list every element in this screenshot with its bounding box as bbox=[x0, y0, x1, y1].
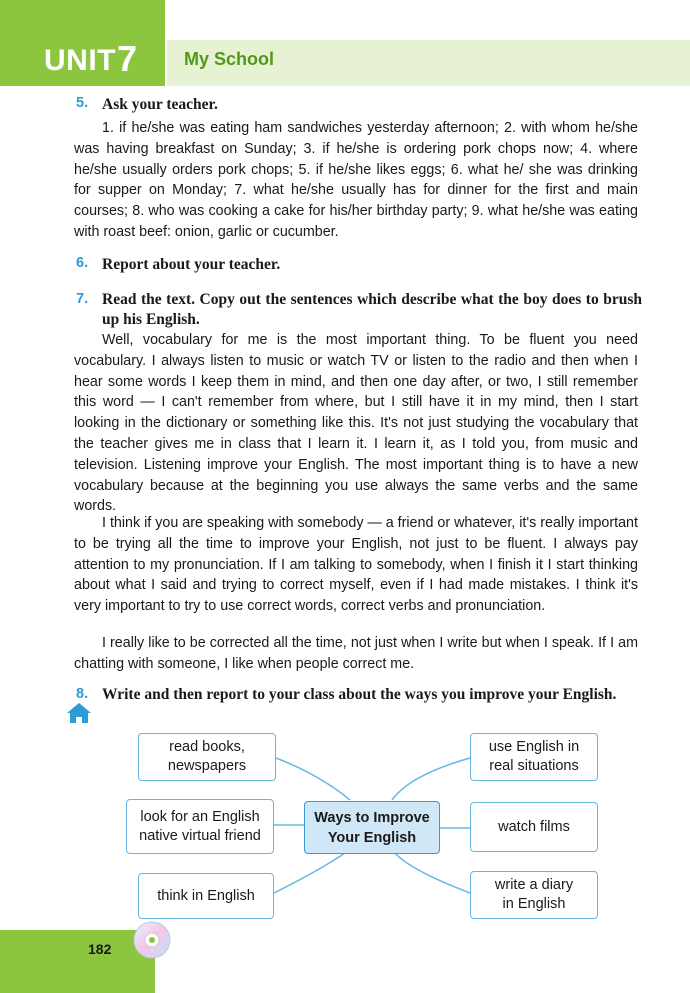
task-7-title: Read the text. Copy out the sentences which describe what the boy does to brush up his English. bbox=[102, 291, 642, 328]
task-7-number: 7. bbox=[76, 291, 89, 307]
home-icon bbox=[66, 702, 92, 724]
cd-icon bbox=[132, 920, 172, 960]
mindmap-node-virtual-friend: look for an English native virtual friend bbox=[126, 799, 274, 854]
page-number: 182 bbox=[88, 941, 112, 957]
unit-label: UNIT bbox=[44, 44, 116, 77]
mindmap-node-write-diary: write a diary in English bbox=[470, 871, 598, 919]
task-7-paragraph-1: Well, vocabulary for me is the most important thing. To be fluent you need vocabulary. I always listen to music or watch TV or listen to the radio and then when I hear some words I keep them in mind, and then one day after, or two, I still remember this word — I can't remember from where, but I still have it in my mind, then I start looking in the dictionary or something like this. It's not just studying the vocabulary that the teacher gives me in class that I learn it. I learn it, as I told you, from music and television. Listening improve your English. The most important thing is to have a new vocabulary because at the beginning you use always the same verbs and the same words. bbox=[74, 332, 638, 515]
mindmap-node-read-books: read books, newspapers bbox=[138, 733, 276, 781]
task-8-number: 8. bbox=[76, 686, 89, 702]
page-title: My School bbox=[184, 49, 275, 69]
task-5-title: Ask your teacher. bbox=[102, 96, 218, 113]
task-7-paragraph-2: I think if you are speaking with somebody — a friend or whatever, it's really important to be trying all the time to improve your English, not just to be fluent. I always pay attention to my pronunciation. If I am talking to somebody, when I finish it I start thinking about what I said and trying to correct myself, even if I had made mistakes. I think it's very important to try to use correct words, correct verbs and pronunciation. bbox=[74, 515, 638, 615]
task-6-number: 6. bbox=[76, 255, 89, 271]
unit-number: 7 bbox=[117, 38, 138, 79]
task-7-paragraph-3: I really like to be corrected all the time, not just when I write but when I speak. If I am chatting with someone, I like when people correct me. bbox=[74, 635, 638, 672]
task-5-body: 1. if he/she was eating ham sandwiches yesterday afternoon; 2. with whom he/she was having breakfast on Sunday; 3. if he/she is ordering pork chops now; 4. where he/she usually orders pork chops; 5. if he/she likes eggs; 6. what he/ she was drinking for supper on Monday; 7. what he/she usually has for dinner for the first and main courses; 8. who was cooking a cake for his/her birthday party; 9. what he/she was eating with roast beef: onion, garlic or cucumber. bbox=[74, 120, 638, 240]
task-8-title: Write and then report to your class about the ways you improve your English. bbox=[102, 686, 617, 703]
mindmap-node-watch-films: watch films bbox=[470, 802, 598, 852]
mindmap-node-use-english: use English in real situations bbox=[470, 733, 598, 781]
task-6-title: Report about your teacher. bbox=[102, 256, 281, 273]
mindmap-center: Ways to Improve Your English bbox=[304, 801, 440, 854]
mindmap-node-think-in-english: think in English bbox=[138, 873, 274, 919]
task-5-number: 5. bbox=[76, 95, 89, 111]
